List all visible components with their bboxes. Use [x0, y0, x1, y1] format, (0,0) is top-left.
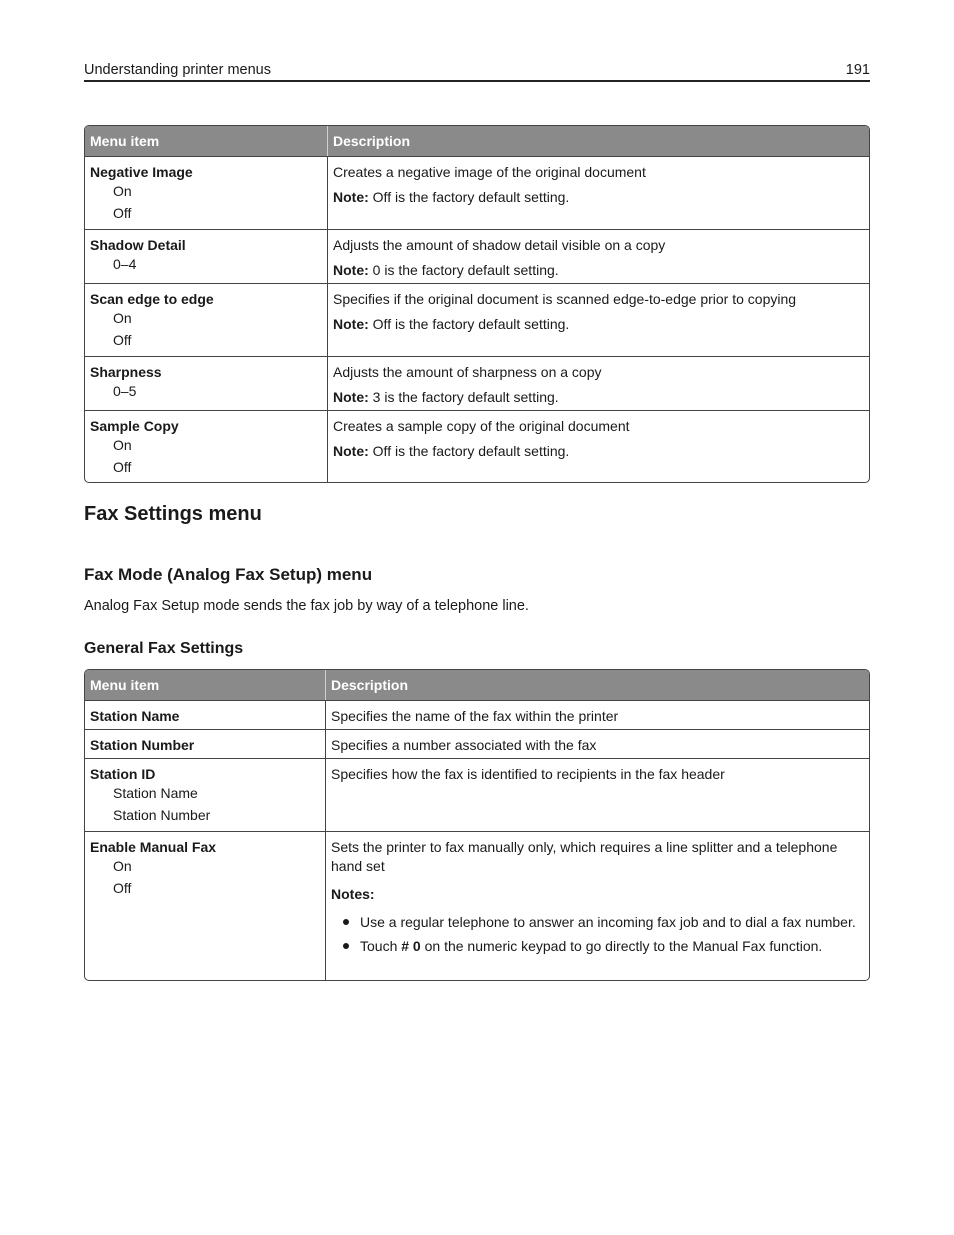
menu-item-name: Station Number [90, 737, 195, 753]
menu-option: 0–5 [113, 383, 137, 399]
table-row [85, 410, 869, 482]
description-text: Creates a negative image of the original document [333, 164, 646, 180]
note-text: Note: Off is the factory default setting. [333, 189, 570, 205]
general-fax-settings-table [84, 669, 870, 981]
intro-paragraph: Analog Fax Setup mode sends the fax job by way of a telephone line. [84, 598, 529, 614]
menu-option: On [113, 183, 132, 199]
table-row [85, 700, 869, 729]
description-cell [326, 701, 869, 729]
menu-item-cell [85, 157, 328, 229]
menu-option: Off [113, 205, 132, 221]
description-text: Specifies a number associated with the fax [331, 737, 597, 753]
page-number: 191 [845, 62, 870, 78]
menu-option: On [113, 858, 132, 874]
table-row [85, 758, 869, 831]
menu-item-cell [85, 284, 328, 356]
list-item: Use a regular telephone to answer an incoming fax job and to dial a fax number. [331, 913, 864, 932]
note-text: Note: Off is the factory default setting. [333, 443, 570, 459]
section-title: Fax Settings menu [84, 503, 262, 525]
table-row [85, 156, 869, 229]
menu-option: Off [113, 459, 132, 475]
column-header-description: Description [331, 677, 409, 693]
menu-option: Station Name [113, 785, 198, 801]
description-cell [328, 411, 869, 482]
table-row [85, 729, 869, 758]
menu-item-name: Sharpness [90, 364, 162, 380]
menu-item-name: Shadow Detail [90, 237, 186, 253]
menu-item-cell [85, 230, 328, 283]
table-row [85, 283, 869, 356]
menu-item-cell [85, 411, 328, 482]
menu-item-name: Station ID [90, 766, 156, 782]
menu-item-cell [85, 832, 326, 980]
column-header-description: Description [333, 133, 411, 149]
table-row [85, 229, 869, 283]
description-cell [328, 357, 869, 410]
table-title: General Fax Settings [84, 640, 244, 657]
description-cell [326, 759, 869, 831]
menu-item-name: Negative Image [90, 164, 193, 180]
menu-option: Station Number [113, 807, 211, 823]
copy-settings-table [84, 125, 870, 483]
description-cell [328, 230, 869, 283]
description-text: Specifies the name of the fax within the printer [331, 708, 619, 724]
description-cell [328, 157, 869, 229]
menu-option: Off [113, 332, 132, 348]
notes-list [331, 913, 864, 956]
menu-item-name: Scan edge to edge [90, 291, 214, 307]
description-text: Adjusts the amount of shadow detail visible on a copy [333, 237, 666, 253]
description-text: Adjusts the amount of sharpness on a copy [333, 364, 602, 380]
menu-item-cell [85, 730, 326, 758]
header-section-title: Understanding printer menus [84, 62, 271, 78]
description-text: Specifies if the original document is scanned edge-to-edge prior to copying [333, 291, 797, 307]
menu-item-name: Station Name [90, 708, 180, 724]
description-cell [328, 284, 869, 356]
menu-option: On [113, 310, 132, 326]
menu-item-name: Enable Manual Fax [90, 839, 217, 855]
table-header [85, 670, 869, 700]
menu-option: 0–4 [113, 256, 137, 272]
table-row [85, 356, 869, 410]
page-header [84, 60, 870, 82]
menu-item-cell [85, 357, 328, 410]
description-cell [326, 832, 869, 980]
table-header [85, 126, 869, 156]
description-text: Sets the printer to fax manually only, which requires a line splitter and a telephone hand set [331, 839, 838, 874]
description-cell [326, 730, 869, 758]
note-text: Note: Off is the factory default setting. [333, 316, 570, 332]
bullet-icon [343, 919, 349, 925]
description-text: Specifies how the fax is identified to recipients in the fax header [331, 766, 725, 782]
bullet-icon [343, 943, 349, 949]
description-text: Creates a sample copy of the original document [333, 418, 630, 434]
table-row [85, 831, 869, 980]
note-text: Note: 3 is the factory default setting. [333, 389, 559, 405]
menu-item-cell [85, 759, 326, 831]
note-text: Note: 0 is the factory default setting. [333, 262, 559, 278]
menu-option: On [113, 437, 132, 453]
column-header-menu-item: Menu item [85, 126, 328, 156]
menu-option: Off [113, 880, 132, 896]
subsection-title: Fax Mode (Analog Fax Setup) menu [84, 565, 373, 584]
menu-item-name: Sample Copy [90, 418, 179, 434]
list-item: Touch # 0 on the numeric keypad to go directly to the Manual Fax function. [331, 937, 864, 956]
column-header-menu-item: Menu item [85, 670, 326, 700]
menu-item-cell [85, 701, 326, 729]
notes-label: Notes: [331, 886, 375, 902]
